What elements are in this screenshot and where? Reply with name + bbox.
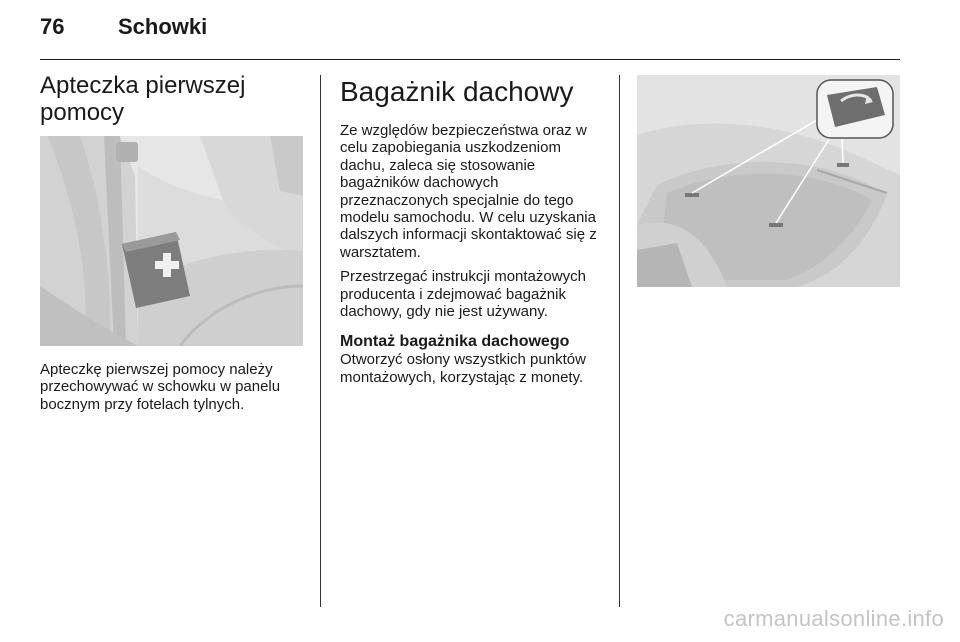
roof-rack-mounting-subheading: Montaż bagażnika dachowego	[340, 333, 570, 351]
section-title: Schowki	[118, 14, 208, 39]
middle-column	[340, 76, 606, 386]
roof-rack-figure	[637, 75, 900, 287]
page-header	[40, 14, 900, 60]
column-divider-1	[320, 75, 321, 607]
first-aid-kit-figure	[40, 136, 303, 346]
car-roof-illustration	[637, 75, 900, 287]
left-caption-block	[40, 361, 308, 413]
first-aid-caption: Apteczkę pierwszej pomocy należy przechowywać w schowku w panelu bocznym przy fotelach tylnych.	[40, 361, 281, 413]
watermark: carmanualsonline.info	[723, 606, 944, 631]
roof-rack-paragraph-3: Otworzyć osłony wszystkich punktów montażowych, korzystając z monety.	[340, 351, 586, 386]
first-aid-heading: Apteczka pierwszej pomocy	[40, 72, 246, 126]
roof-rack-paragraph-1: Ze względów bezpieczeństwa oraz w celu zapobiegania uszkodzeniom dachu, zaleca się stosowanie bagażników dachowych przeznaczonych specjalnie do tego modelu samochodu. W celu uzyskania dalszych informacji skontaktować się z warsztatem.	[340, 122, 597, 261]
column-divider-2	[619, 75, 620, 607]
header-rule	[40, 59, 900, 60]
page-number: 76	[40, 14, 65, 39]
roof-rack-paragraph-2: Przestrzegać instrukcji montażowych producenta i zdejmować bagażnik dachowy, gdy nie jest używany.	[340, 268, 586, 321]
left-column	[40, 72, 302, 126]
first-aid-kit-illustration	[40, 136, 303, 346]
roof-rack-heading: Bagażnik dachowy	[340, 76, 574, 107]
